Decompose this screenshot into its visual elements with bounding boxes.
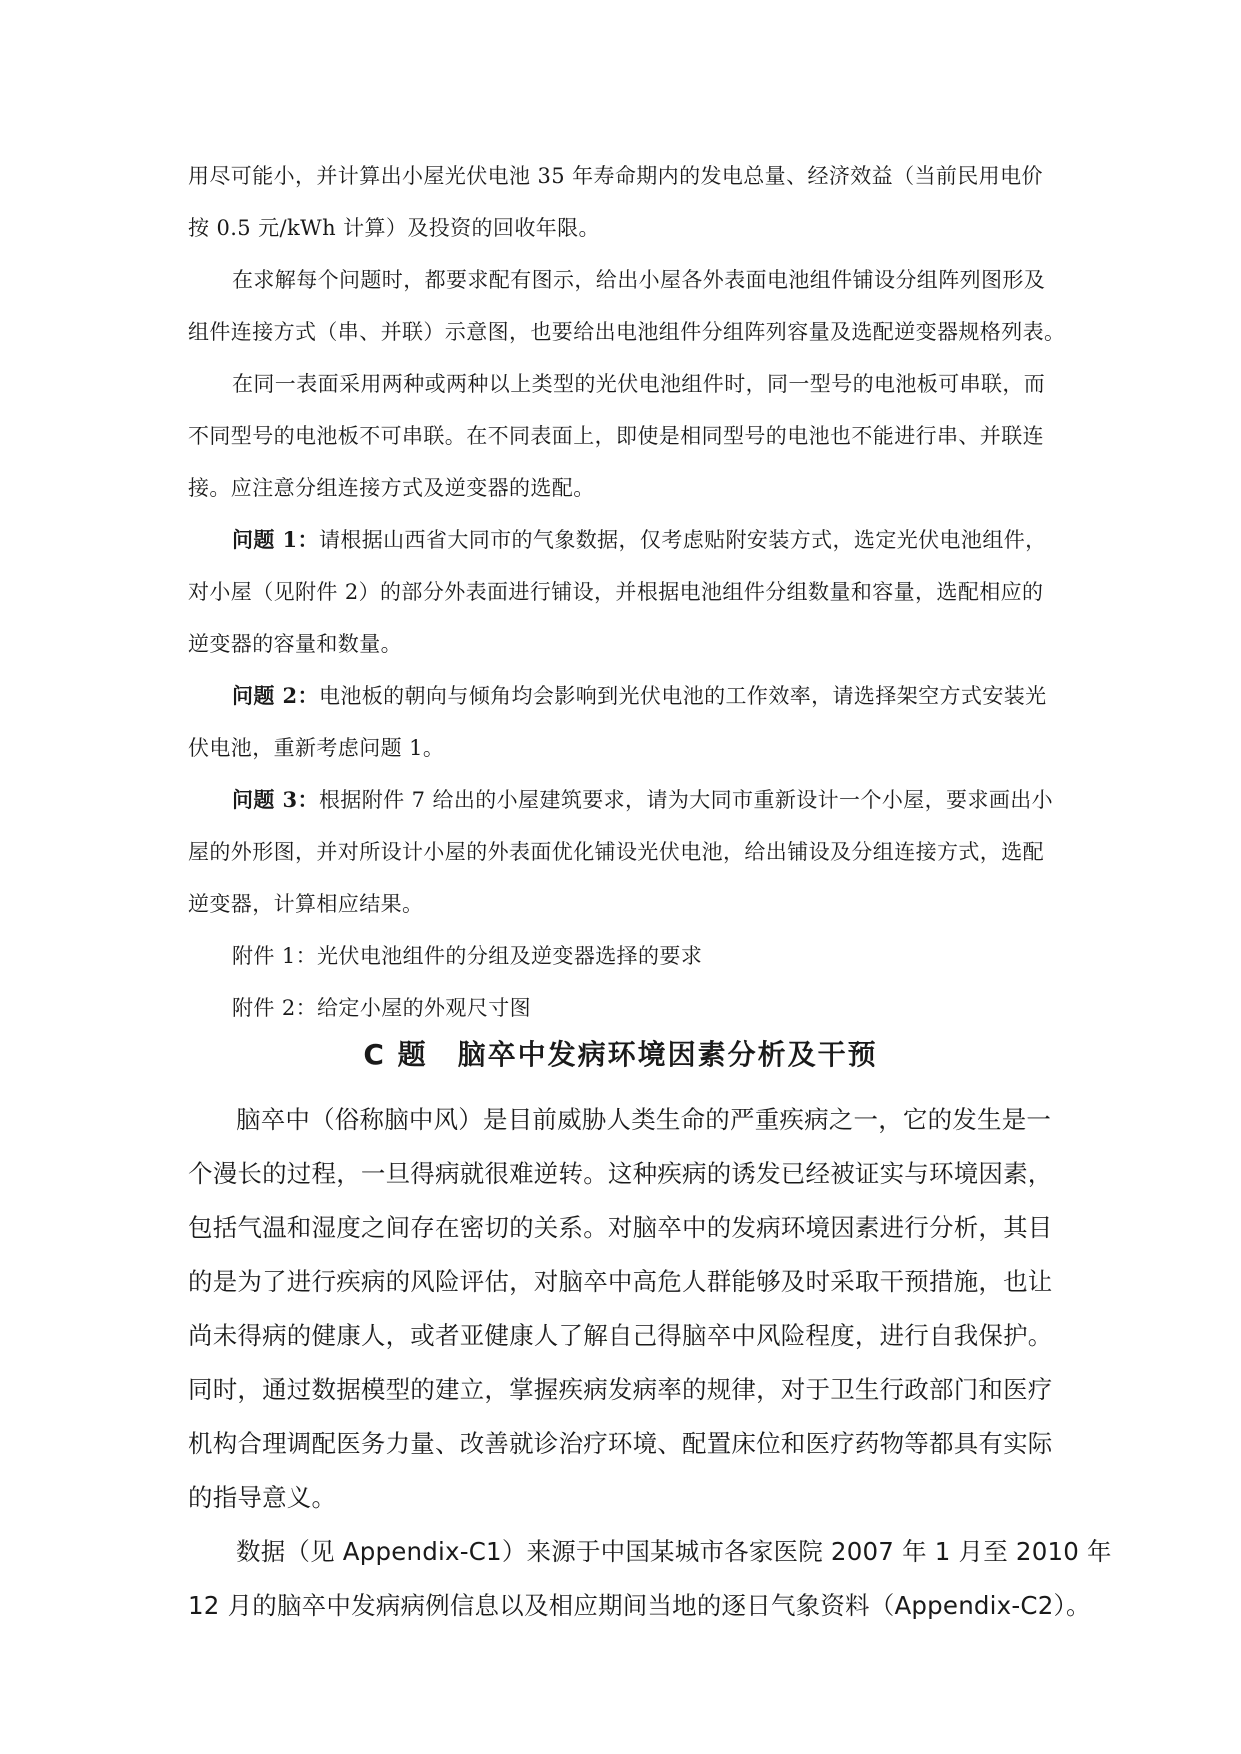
question-3-line xyxy=(188,774,1058,826)
paragraph-line: 同时，通过数据模型的建立，掌握疾病发病率的规律，对于卫生行政部门和医疗 xyxy=(188,1375,1053,1404)
question-3-text: 根据附件 7 给出的小屋建筑要求，请为大同市重新设计一个小屋，要求画出小 xyxy=(318,788,1054,812)
problem-b-continuation xyxy=(188,150,1066,1034)
attachment-item: 附件 1：光伏电池组件的分组及逆变器选择的要求 xyxy=(232,944,703,968)
paragraph-line: 伏电池，重新考虑问题 1。 xyxy=(188,736,445,760)
paragraph-line: 用尽可能小，并计算出小屋光伏电池 35 年寿命期内的发电总量、经济效益（当前民用电价 xyxy=(188,164,1043,188)
problem-c-body xyxy=(188,1093,1112,1633)
paragraph-line: 按 0.5 元/kWh 计算）及投资的回收年限。 xyxy=(188,216,600,240)
paragraph-line: 在同一表面采用两种或两种以上类型的光伏电池组件时，同一型号的电池板可串联，而 xyxy=(232,372,1046,396)
question-1-line xyxy=(188,514,1058,566)
question-3-label: 问题 3： xyxy=(232,787,319,812)
paragraph-line: 逆变器，计算相应结果。 xyxy=(188,892,424,916)
paragraph-line: 个漫长的过程，一旦得病就很难逆转。这种疾病的诱发已经被证实与环境因素， xyxy=(188,1159,1053,1188)
paragraph-line: 包括气温和湿度之间存在密切的关系。对脑卒中的发病环境因素进行分析，其目 xyxy=(188,1213,1053,1242)
question-2-text: 电池板的朝向与倾角均会影响到光伏电池的工作效率，请选择架空方式安装光 xyxy=(318,684,1047,708)
problem-c-heading xyxy=(0,1033,1241,1073)
paragraph-line: 机构合理调配医务力量、改善就诊治疗环境、配置床位和医疗药物等都具有实际 xyxy=(188,1429,1053,1458)
problem-c-title: 脑卒中发病环境因素分析及干预 xyxy=(457,1038,878,1071)
paragraph-line: 脑卒中（俗称脑中风）是目前威胁人类生命的严重疾病之一，它的发生是一 xyxy=(236,1105,1052,1134)
paragraph-line: 数据（见 Appendix-C1）来源于中国某城市各家医院 2007 年 1 月至 2010 年 xyxy=(236,1537,1112,1566)
paragraph-line: 组件连接方式（串、并联）示意图，也要给出电池组件分组阵列容量及选配逆变器规格列表。 xyxy=(188,320,1066,344)
question-2-line xyxy=(188,670,1058,722)
attachment-item: 附件 2：给定小屋的外观尺寸图 xyxy=(232,996,532,1020)
paragraph-line: 屋的外形图，并对所设计小屋的外表面优化铺设光伏电池，给出铺设及分组连接方式，选配 xyxy=(188,840,1044,864)
paragraph-line: 12 月的脑卒中发病病例信息以及相应期间当地的逐日气象资料（Appendix-C2）。 xyxy=(188,1591,1091,1620)
paragraph-line: 的指导意义。 xyxy=(188,1483,337,1512)
paragraph-line: 的是为了进行疾病的风险评估，对脑卒中高危人群能够及时采取干预措施，也让 xyxy=(188,1267,1053,1296)
paragraph-line: 接。应注意分组连接方式及逆变器的选配。 xyxy=(188,476,595,500)
problem-c-label: C 题 xyxy=(363,1038,428,1071)
question-1-text: 请根据山西省大同市的气象数据，仅考虑贴附安装方式，选定光伏电池组件， xyxy=(318,528,1047,552)
paragraph-line: 不同型号的电池板不可串联。在不同表面上，即使是相同型号的电池也不能进行串、并联连 xyxy=(188,424,1044,448)
question-1-label: 问题 1： xyxy=(232,527,319,552)
paragraph-line: 尚未得病的健康人，或者亚健康人了解自己得脑卒中风险程度，进行自我保护。 xyxy=(188,1321,1053,1350)
paragraph-line: 在求解每个问题时，都要求配有图示，给出小屋各外表面电池组件铺设分组阵列图形及 xyxy=(232,268,1046,292)
question-2-label: 问题 2： xyxy=(232,683,319,708)
paragraph-line: 逆变器的容量和数量。 xyxy=(188,632,402,656)
paragraph-line: 对小屋（见附件 2）的部分外表面进行铺设，并根据电池组件分组数量和容量，选配相应的 xyxy=(188,580,1044,604)
